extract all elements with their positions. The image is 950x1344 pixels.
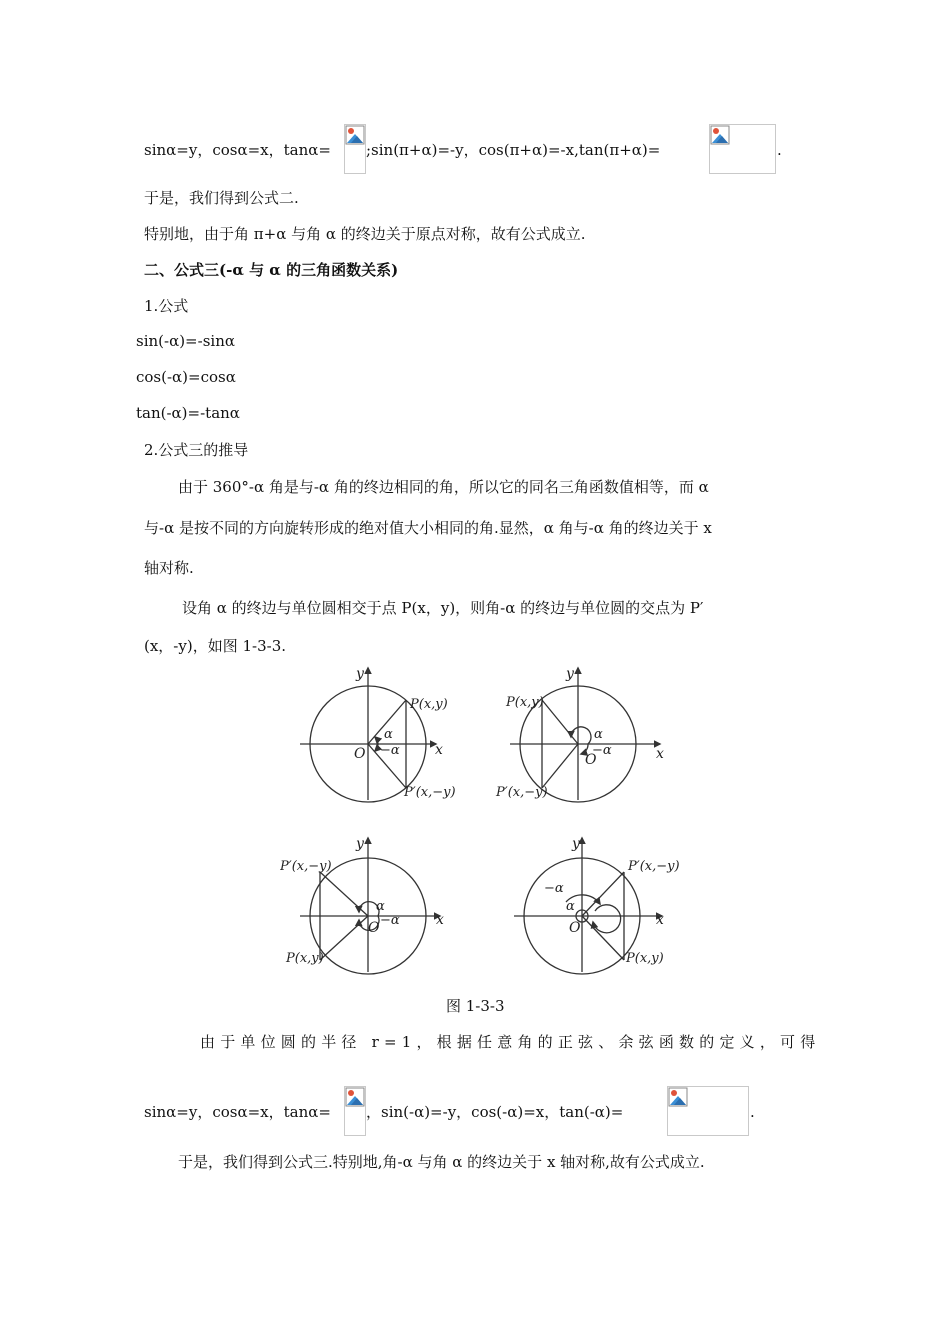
broken-image-icon	[344, 1086, 366, 1136]
paragraph-line: 由于 360°-α 角是与-α 角的终边相同的角，所以它的同名三角函数值相等，而 α	[178, 478, 709, 496]
y-axis-label: y	[572, 836, 580, 852]
point-p-prime-label: P′(x,−y)	[628, 859, 680, 874]
point-p-prime-label: P′(x,−y)	[404, 785, 456, 800]
formula-line-formula3	[144, 1102, 331, 1122]
formula-line-formula2-b	[366, 140, 660, 160]
formula-tan-neg: tan(-α)=-tanα	[136, 404, 240, 422]
cos-alpha-eq: cosα=x，	[212, 141, 284, 159]
x-axis-label: x	[435, 742, 443, 758]
sin-pi-plus-alpha: ;sin(π+α)=-y，	[366, 141, 479, 159]
neg-alpha-label: −α	[380, 743, 400, 758]
origin-label: O	[354, 746, 366, 762]
point-p-label: P(x,y)	[626, 951, 664, 966]
conclusion-formula2: 于是，我们得到公式二.	[144, 189, 299, 207]
cos-alpha-eq: cosα=x，	[212, 1103, 284, 1121]
formula-sin-neg: sin(-α)=-sinα	[136, 332, 235, 350]
paragraph-line: 由于单位圆的半径 r=1，根据任意角的正弦、余弦函数的定义，可得	[200, 1033, 821, 1051]
paragraph-line: 与-α 是按不同的方向旋转形成的绝对值大小相同的角.显然，α 角与-α 角的终边关于 x	[144, 519, 712, 537]
alpha-label: α	[594, 727, 603, 742]
figure-caption: 图 1-3-3	[446, 997, 505, 1015]
neg-alpha-label: −α	[544, 881, 564, 896]
sin-neg-alpha: ，sin(-α)=-y，	[366, 1103, 472, 1121]
section-heading-formula3: 二、公式三(-α 与 α 的三角函数关系)	[144, 261, 399, 279]
cos-pi-plus-alpha: cos(π+α)=-x,	[478, 141, 579, 159]
x-axis-label: x	[656, 912, 664, 928]
sin-alpha-eq: sinα=y，	[144, 141, 213, 159]
broken-image-icon	[667, 1086, 749, 1136]
x-axis-label: x	[656, 746, 664, 762]
tan-neg-alpha: tan(-α)=	[559, 1103, 624, 1121]
y-axis-label: y	[356, 836, 364, 852]
paragraph-line: 设角 α 的终边与单位圆相交于点 P(x，y)，则角-α 的终边与单位圆的交点为 P′	[182, 599, 704, 617]
point-p-label: P(x,y)	[286, 951, 324, 966]
special-note-formula2: 特别地，由于角 π+α 与角 α 的终边关于原点对称，故有公式成立.	[144, 225, 586, 243]
y-axis-label: y	[356, 666, 364, 682]
broken-image-icon	[344, 124, 366, 174]
item-formula: 1.公式	[144, 297, 189, 315]
paragraph-line: 轴对称.	[144, 559, 194, 577]
period: .	[750, 1103, 755, 1121]
unit-circle-figure	[280, 666, 680, 986]
alpha-label: α	[384, 727, 393, 742]
tan-alpha-eq: tanα=	[283, 1103, 331, 1121]
tan-alpha-eq: tanα=	[283, 141, 331, 159]
neg-alpha-label: −α	[380, 913, 400, 928]
formula-cos-neg: cos(-α)=cosα	[136, 368, 236, 386]
point-p-prime-label: P′(x,−y)	[496, 785, 548, 800]
neg-alpha-label: −α	[592, 743, 612, 758]
alpha-label: α	[376, 899, 385, 914]
paragraph-line: (x，-y)，如图 1-3-3.	[144, 637, 287, 655]
origin-label: O	[368, 920, 380, 936]
x-axis-label: x	[436, 912, 444, 928]
item-derivation: 2.公式三的推导	[144, 441, 249, 459]
cos-neg-alpha: cos(-α)=x，	[471, 1103, 560, 1121]
period: .	[777, 141, 782, 159]
tan-pi-plus-alpha: tan(π+α)=	[578, 141, 661, 159]
alpha-label: α	[566, 899, 575, 914]
sin-alpha-eq: sinα=y，	[144, 1103, 213, 1121]
origin-label: O	[569, 920, 581, 936]
formula-line-formula2	[144, 140, 331, 160]
conclusion-formula3: 于是，我们得到公式三.特别地,角-α 与角 α 的终边关于 x 轴对称,故有公式成立.	[178, 1153, 705, 1171]
point-p-label: P(x,y)	[506, 695, 544, 710]
origin-label: O	[585, 752, 597, 768]
panel-quadrant-2	[510, 668, 660, 802]
panel-quadrant-1	[300, 668, 436, 802]
point-p-prime-label: P′(x,−y)	[280, 859, 332, 874]
y-axis-label: y	[566, 666, 574, 682]
broken-image-icon	[709, 124, 776, 174]
point-p-label: P(x,y)	[410, 697, 448, 712]
formula-line-formula3-b	[366, 1102, 623, 1122]
